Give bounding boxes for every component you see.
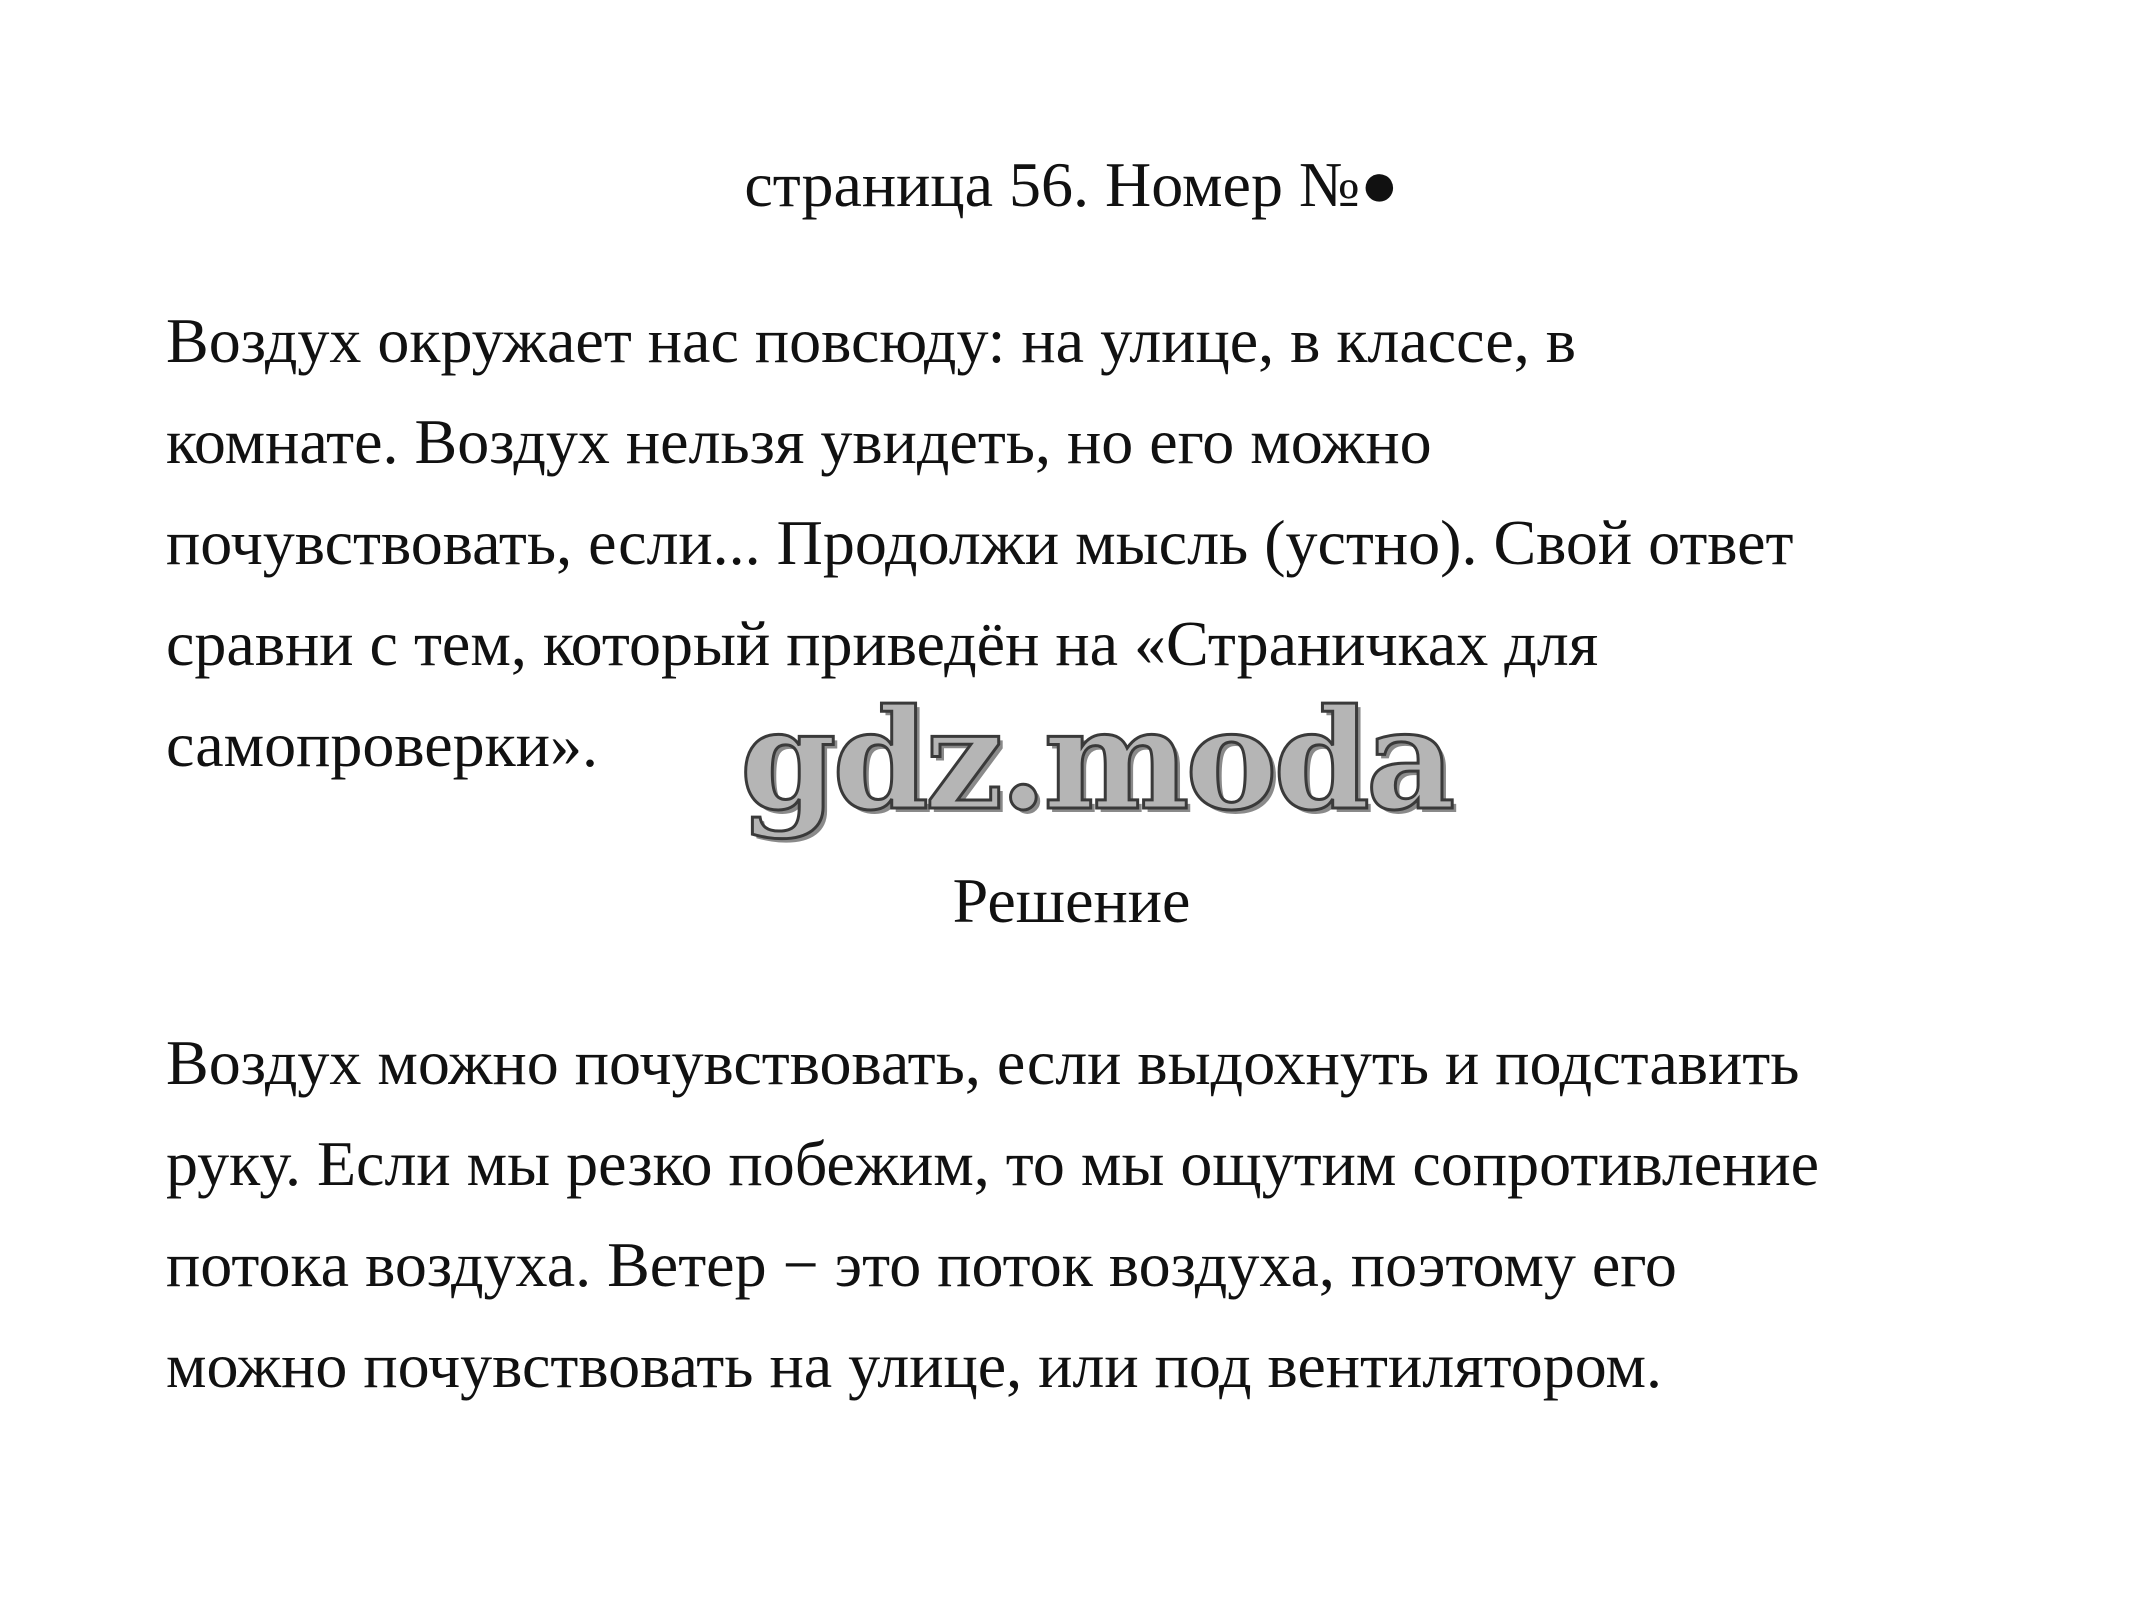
answer-line: потока воздуха. Ветер − это поток воздуха, поэтому его: [166, 1229, 1677, 1300]
page-heading: страница 56. Номер №●: [744, 149, 1399, 220]
watermark-logo: gdz.moda: [740, 678, 1452, 841]
task-line: сравни с тем, который приведён на «Страничках для: [166, 608, 1599, 679]
answer-line: Воздух можно почувствовать, если выдохнуть и подставить: [166, 1027, 1800, 1098]
answer-line: руку. Если мы резко побежим, то мы ощутим сопротивление: [166, 1128, 1820, 1199]
answer-line: можно почувствовать на улице, или под вентилятором.: [166, 1330, 1663, 1401]
task-line: Воздух окружает нас повсюду: на улице, в классе, в: [166, 305, 1576, 376]
task-line: самопроверки».: [166, 709, 598, 780]
task-line: почувствовать, если... Продолжи мысль (устно). Свой ответ: [166, 507, 1794, 578]
task-line: комнате. Воздух нельзя увидеть, но его можно: [166, 406, 1432, 477]
answer-text: [166, 1012, 2046, 1416]
solution-heading: Решение: [952, 865, 1191, 936]
